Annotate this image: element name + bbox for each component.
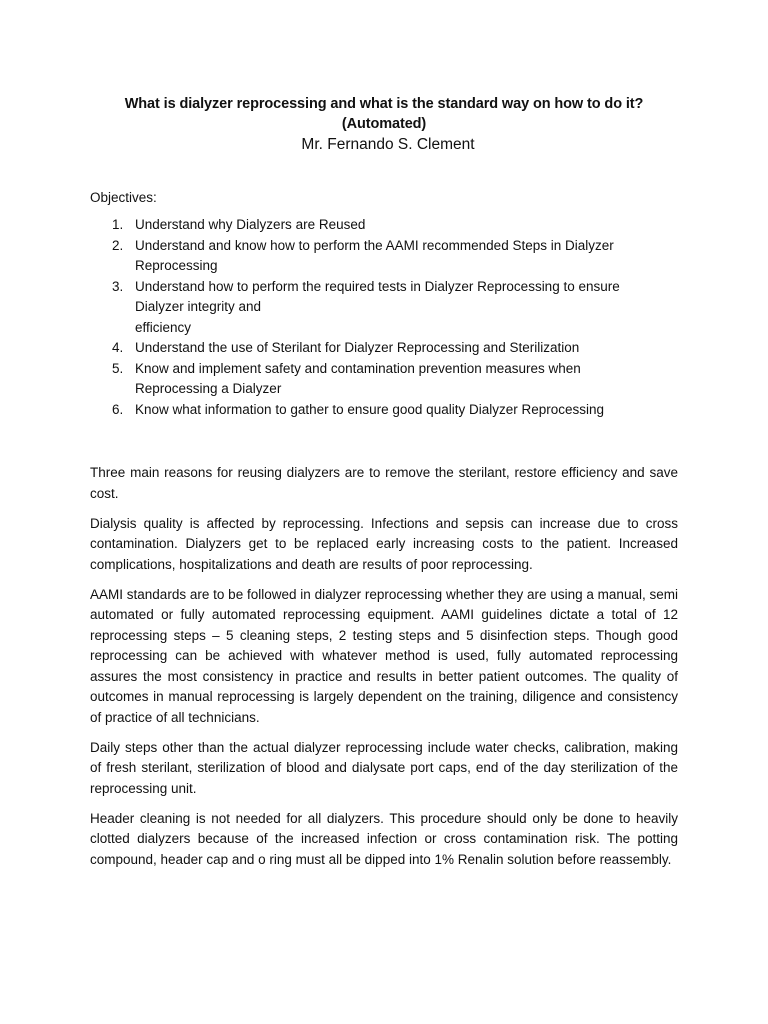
objective-item: [90, 277, 678, 339]
title-line-1: What is dialyzer reprocessing and what is the standard way on how to do it?: [124, 96, 644, 112]
objective-text: efficiency: [135, 319, 192, 335]
objectives-heading: Objectives:: [90, 190, 157, 205]
objective-text: Dialyzer integrity and: [135, 299, 262, 314]
objective-text: Know what information to gather to ensure good quality Dialyzer Reprocessing: [135, 401, 605, 417]
objective-text: Know and implement safety and contamination prevention measures when: [135, 360, 581, 376]
objective-number: 1.: [112, 217, 124, 232]
objectives-list: [90, 215, 678, 420]
objective-number: 4.: [112, 340, 124, 355]
objective-item: [90, 236, 678, 277]
body-paragraph: Three main reasons for reusing dialyzers are to remove the sterilant, restore efficiency and save cost.: [90, 465, 678, 501]
objective-number: 2.: [112, 237, 124, 253]
objective-text: Understand how to perform the required tests in Dialyzer Reprocessing to ensure: [135, 278, 620, 294]
objective-item: [90, 338, 678, 359]
author-name: Mr. Fernando S. Clement: [301, 136, 475, 153]
body-paragraph: AAMI standards are to be followed in dialyzer reprocessing whether they are using a manual, semi automated or fully automated reprocessing equipment. AAMI guidelines dictate a total of 12 reprocessing steps – 5 cleaning steps, 2 testing steps and 5 disinfection steps. Though good reprocessing can be achieved with whatever method is used, fully automated reprocessing assures the most consistency in practice and results in better patient outcomes. The quality of outcomes in manual reprocessing is largely dependent on the training, diligence and consistency of practice of all technicians.: [90, 586, 678, 725]
objective-number: 5.: [112, 360, 124, 376]
document-title: [90, 94, 678, 134]
objective-text: Understand and know how to perform the AAMI recommended Steps in Dialyzer: [135, 237, 614, 253]
document-body: [90, 94, 678, 880]
objective-number: 6.: [112, 401, 124, 417]
objective-item: [90, 215, 678, 236]
objective-item: [90, 359, 678, 400]
body-paragraph: Dialysis quality is affected by reprocessing. Infections and sepsis can increase due to cross contamination. Dialyzers get to be replaced early increasing costs to the patient. Increased complications, hospitalizations and death are results of poor reprocessing.: [90, 515, 678, 572]
objective-item: [90, 400, 678, 421]
objective-text: Reprocessing a Dialyzer: [135, 381, 282, 396]
body-paragraph: Header cleaning is not needed for all dialyzers. This procedure should only be done to heavily clotted dialyzers because of the increased infection or cross contamination risk. The potting compound, header cap and o ring must all be dipped into 1% Renalin solution before reassembly.: [90, 810, 678, 867]
objective-text: Understand the use of Sterilant for Dialyzer Reprocessing and Sterilization: [135, 340, 580, 355]
body-paragraph: Daily steps other than the actual dialyzer reprocessing include water checks, calibration, making of fresh sterilant, sterilization of blood and dialysate port caps, end of the day sterilization of the reprocessing unit.: [90, 739, 678, 796]
objective-text: Understand why Dialyzers are Reused: [135, 217, 366, 232]
objective-number: 3.: [112, 278, 124, 294]
objective-text: Reprocessing: [135, 258, 218, 273]
title-line-2: (Automated): [341, 116, 427, 132]
